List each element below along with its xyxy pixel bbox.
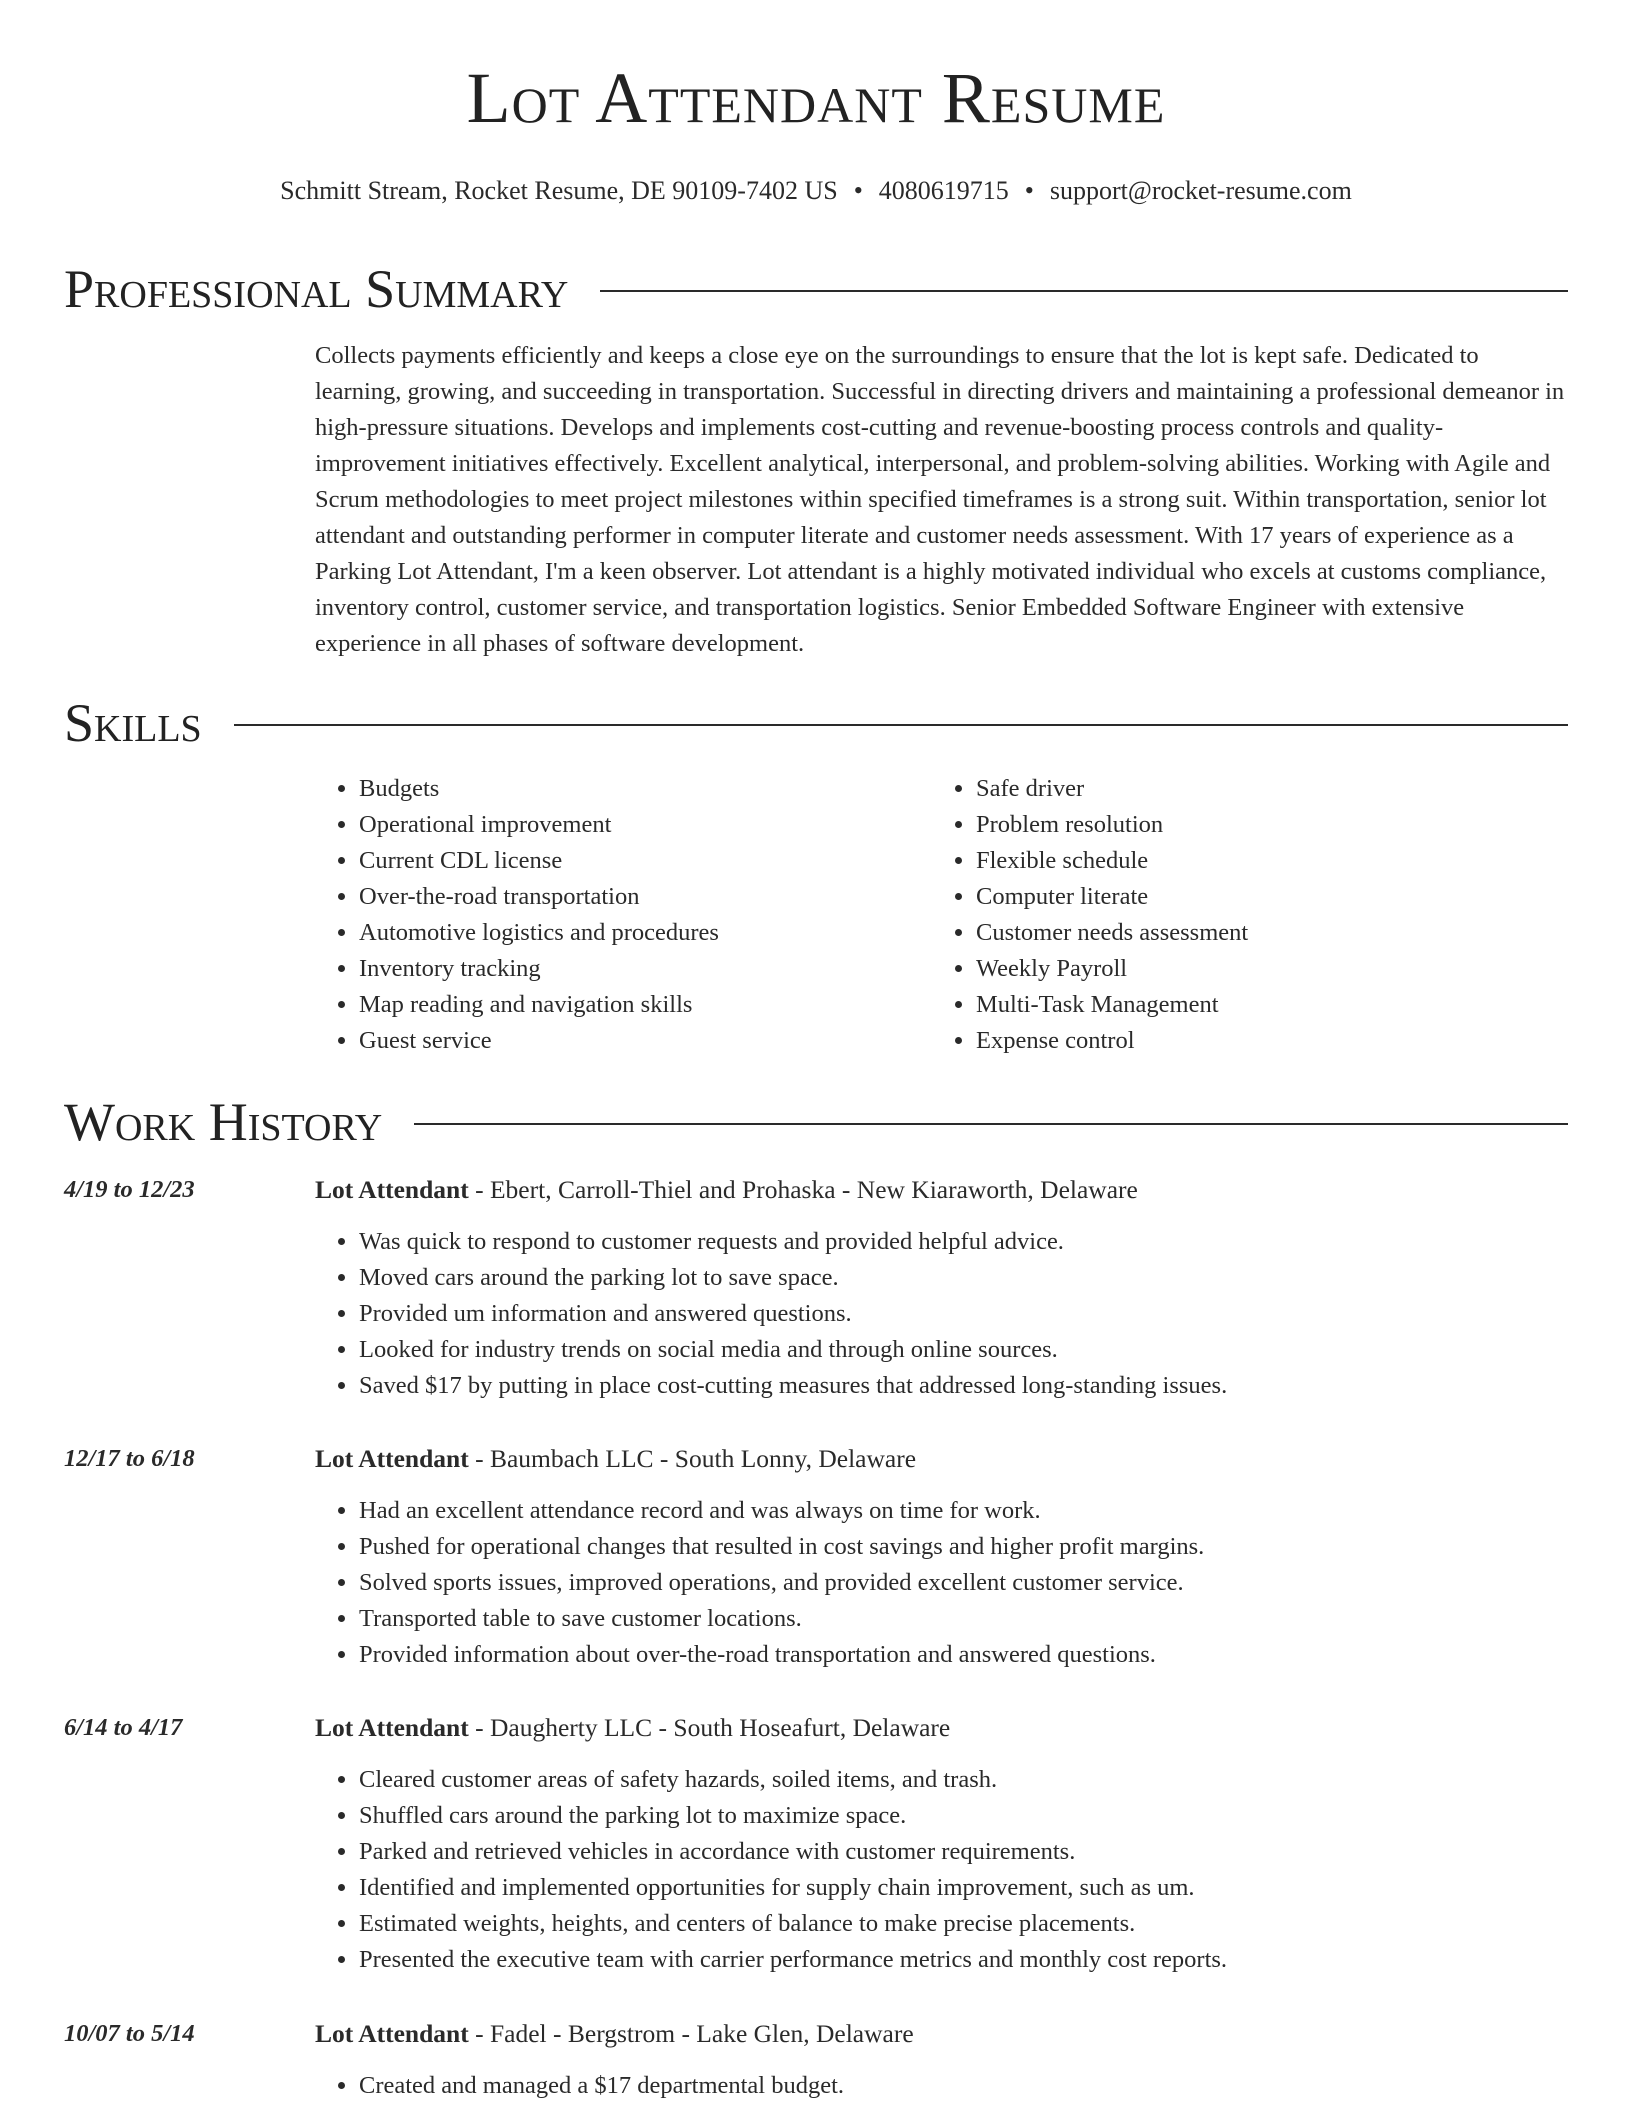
job-role: Lot Attendant	[315, 2019, 469, 2048]
section-skills	[64, 693, 1568, 753]
job-employer: - Ebert, Carroll-Thiel and Prohaska - New Kiaraworth, Delaware	[468, 1175, 1138, 1204]
job-date: 4/19 to 12/23	[64, 1176, 195, 1203]
job-employer: - Baumbach LLC - South Lonny, Delaware	[468, 1444, 917, 1473]
job-heading	[315, 1172, 1138, 1208]
contact-line	[0, 176, 1632, 206]
job-bullet: • Shuffled cars around the parking lot to maximize space.	[359, 1798, 1559, 1834]
section-title-summary: Professional Summary	[64, 259, 569, 319]
section-divider	[234, 724, 1568, 726]
section-divider	[414, 1123, 1568, 1125]
skill-item: • Automotive logistics and procedures	[359, 915, 932, 951]
contact-address: Schmitt Stream, Rocket Resume, DE 90109-7402 US	[280, 176, 838, 205]
skill-item: • Expense control	[976, 1023, 1549, 1059]
job-employer: - Daugherty LLC - South Hoseafurt, Delaware	[468, 1713, 951, 1742]
job-bullet: • Presented the executive team with carrier performance metrics and monthly cost reports.	[359, 1942, 1559, 1978]
skill-item: • Operational improvement	[359, 807, 932, 843]
skill-item: • Flexible schedule	[976, 843, 1549, 879]
job-bullet: • Looked for industry trends on social media and through online sources.	[359, 1332, 1559, 1368]
job-bullet: • Transported table to save customer locations.	[359, 1601, 1559, 1637]
skill-item: • Over-the-road transportation	[359, 879, 932, 915]
skill-item: • Weekly Payroll	[976, 951, 1549, 987]
skill-item: • Customer needs assessment	[976, 915, 1549, 951]
job-bullet: • Saved $17 by putting in place cost-cutting measures that addressed long-standing issues.	[359, 1368, 1559, 1404]
job-bullets	[315, 2068, 1559, 2104]
job-bullets	[315, 1493, 1559, 1673]
job-bullet: • Parked and retrieved vehicles in accordance with customer requirements.	[359, 1834, 1559, 1870]
job-date: 6/14 to 4/17	[64, 1714, 183, 1741]
job-role: Lot Attendant	[315, 1444, 469, 1473]
contact-email: support@rocket-resume.com	[1049, 176, 1352, 205]
skill-item: • Multi-Task Management	[976, 987, 1549, 1023]
section-divider	[600, 290, 1568, 292]
job-bullet: • Provided um information and answered questions.	[359, 1296, 1559, 1332]
job-date: 10/07 to 5/14	[64, 2020, 195, 2047]
section-professional-summary	[64, 259, 1568, 319]
skills-columns	[315, 771, 1568, 1059]
skill-item: • Guest service	[359, 1023, 932, 1059]
job-bullets	[315, 1762, 1559, 1978]
resume-title: Lot Attendant Resume	[466, 58, 1166, 138]
job-bullet: • Identified and implemented opportunities for supply chain improvement, such as um.	[359, 1870, 1559, 1906]
section-title-skills: Skills	[64, 693, 202, 753]
job-heading	[315, 2016, 914, 2052]
job-date: 12/17 to 6/18	[64, 1445, 195, 1472]
skill-item: • Inventory tracking	[359, 951, 932, 987]
contact-separator: •	[1024, 176, 1034, 205]
contact-separator: •	[853, 176, 863, 205]
job-heading	[315, 1710, 950, 1746]
job-bullet: • Solved sports issues, improved operations, and provided excellent customer service.	[359, 1565, 1559, 1601]
job-bullets	[315, 1224, 1559, 1404]
skill-item: • Problem resolution	[976, 807, 1549, 843]
section-title-work-history: Work History	[64, 1092, 383, 1152]
job-bullet: • Estimated weights, heights, and centers of balance to make precise placements.	[359, 1906, 1559, 1942]
skills-list-left	[315, 771, 932, 1059]
summary-paragraph: Collects payments efficiently and keeps a close eye on the surroundings to ensure that the lot is kept safe. Dedicated to learning, growing, and succeeding in transportation. Successful in directing drivers and maintaining a professional demeanor in high-pressure situations. Develops and implements cost-cutting and revenue-boosting process controls and quality-improvement initiatives effectively. Excellent analytical, interpersonal, and problem-solving abilities. Working with Agile and Scrum methodologies to meet project milestones within specified timeframes is a strong suit. Within transportation, senior lot attendant and outstanding performer in computer literate and customer needs assessment. With 17 years of experience as a Parking Lot Attendant, I'm a keen observer. Lot attendant is a highly motivated individual who excels at customs compliance, inventory control, customer service, and transportation logistics. Senior Embedded Software Engineer with extensive experience in all phases of software development.	[315, 342, 1565, 657]
job-bullet: • Had an excellent attendance record and was always on time for work.	[359, 1493, 1559, 1529]
skills-list-right	[932, 771, 1549, 1059]
skill-item: • Current CDL license	[359, 843, 932, 879]
skill-item: • Safe driver	[976, 771, 1549, 807]
job-bullet: • Moved cars around the parking lot to save space.	[359, 1260, 1559, 1296]
job-bullet: • Created and managed a $17 departmental budget.	[359, 2068, 1559, 2104]
skill-item: • Map reading and navigation skills	[359, 987, 932, 1023]
job-role: Lot Attendant	[315, 1175, 469, 1204]
skill-item: • Budgets	[359, 771, 932, 807]
job-bullet: • Cleared customer areas of safety hazards, soiled items, and trash.	[359, 1762, 1559, 1798]
job-employer: - Fadel - Bergstrom - Lake Glen, Delaware	[468, 2019, 914, 2048]
job-bullet: • Provided information about over-the-road transportation and answered questions.	[359, 1637, 1559, 1673]
job-bullet: • Was quick to respond to customer requests and provided helpful advice.	[359, 1224, 1559, 1260]
skill-item: • Computer literate	[976, 879, 1549, 915]
job-role: Lot Attendant	[315, 1713, 469, 1742]
contact-phone: 4080619715	[878, 176, 1009, 205]
section-work-history	[64, 1092, 1568, 1152]
job-heading	[315, 1441, 916, 1477]
job-bullet: • Pushed for operational changes that resulted in cost savings and higher profit margins.	[359, 1529, 1559, 1565]
